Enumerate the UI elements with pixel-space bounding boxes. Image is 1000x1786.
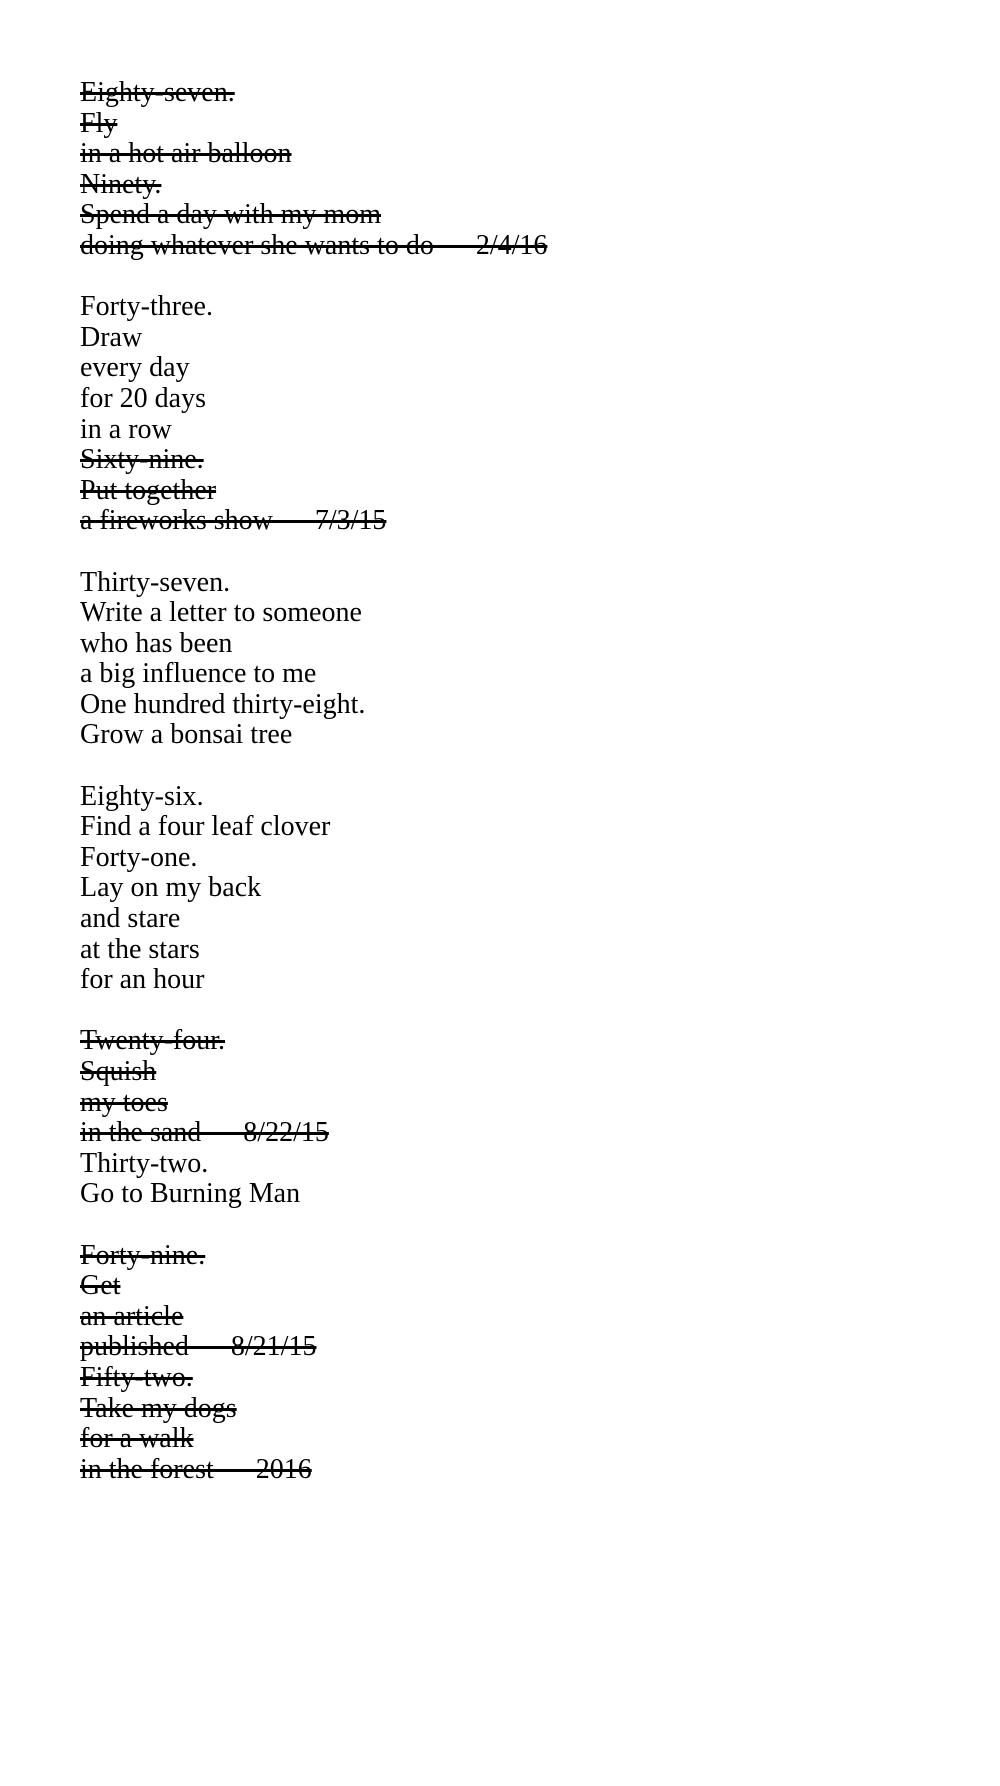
- bucket-list-line: Draw: [80, 321, 143, 353]
- bucket-list-line-completed: Forty-nine.: [80, 1239, 206, 1271]
- bucket-list-line: Thirty-seven.: [80, 566, 231, 598]
- bucket-list-line-completed: a fireworks show — 7/3/15: [80, 505, 387, 537]
- bucket-list-line-completed: Spend a day with my mom: [80, 199, 381, 231]
- bucket-list-line-completed: Squish: [80, 1056, 157, 1087]
- bucket-list-line-completed: Get: [80, 1270, 121, 1302]
- bucket-list-line: and stare: [80, 903, 181, 935]
- bucket-list-line-completed: in the forest — 2016: [80, 1453, 312, 1485]
- bucket-list-line-completed: Take my dogs: [80, 1392, 237, 1424]
- bucket-list-stanza: [80, 568, 960, 752]
- bucket-list-line: Go to Burning Man: [80, 1178, 301, 1210]
- bucket-list-line-completed: Ninety.: [80, 168, 162, 200]
- bucket-list-stanza: [80, 1026, 960, 1210]
- bucket-list-line: for an hour: [80, 964, 205, 996]
- bucket-list-line-completed: Twenty-four.: [80, 1025, 226, 1057]
- bucket-list-line: who has been: [80, 627, 233, 659]
- bucket-list-line-completed: Fifty-two.: [80, 1361, 193, 1393]
- bucket-list-stanza: [80, 1241, 960, 1486]
- bucket-list-line-completed: published — 8/21/15: [80, 1331, 317, 1363]
- bucket-list-line-completed: in the sand — 8/22/15: [80, 1117, 329, 1149]
- bucket-list-line-completed: Fly: [80, 107, 118, 139]
- bucket-list-line-completed: Eighty-seven.: [80, 77, 235, 108]
- bucket-list-line: Find a four leaf clover: [80, 811, 331, 843]
- bucket-list-line: at the stars: [80, 933, 200, 965]
- bucket-list-stanza: [80, 782, 960, 996]
- bucket-list-line-completed: Put together: [80, 474, 217, 506]
- bucket-list-line: One hundred thirty-eight.: [80, 688, 366, 720]
- bucket-list-line-completed: for a walk: [80, 1423, 194, 1455]
- bucket-list-line: a big influence to me: [80, 658, 317, 690]
- bucket-list-line-completed: Sixty-nine.: [80, 444, 204, 476]
- bucket-list-line-completed: doing whatever she wants to do — 2/4/16: [80, 229, 548, 261]
- bucket-list-line: Lay on my back: [80, 872, 262, 904]
- bucket-list-stanza: [80, 292, 960, 537]
- bucket-list-line: Grow a bonsai tree: [80, 719, 293, 751]
- bucket-list: [80, 78, 960, 1485]
- bucket-list-line: in a row: [80, 413, 172, 445]
- bucket-list-line: Thirty-two.: [80, 1147, 209, 1179]
- bucket-list-line: Eighty-six.: [80, 780, 204, 812]
- bucket-list-stanza: [80, 78, 960, 262]
- bucket-list-line: Forty-one.: [80, 841, 198, 873]
- bucket-list-line: Write a letter to someone: [80, 597, 362, 629]
- bucket-list-line: Forty-three.: [80, 291, 213, 323]
- bucket-list-line-completed: an article: [80, 1300, 184, 1332]
- bucket-list-line-completed: my toes: [80, 1086, 168, 1118]
- bucket-list-line: every day: [80, 352, 190, 384]
- bucket-list-line-completed: in a hot air balloon: [80, 138, 292, 170]
- bucket-list-line: for 20 days: [80, 382, 206, 414]
